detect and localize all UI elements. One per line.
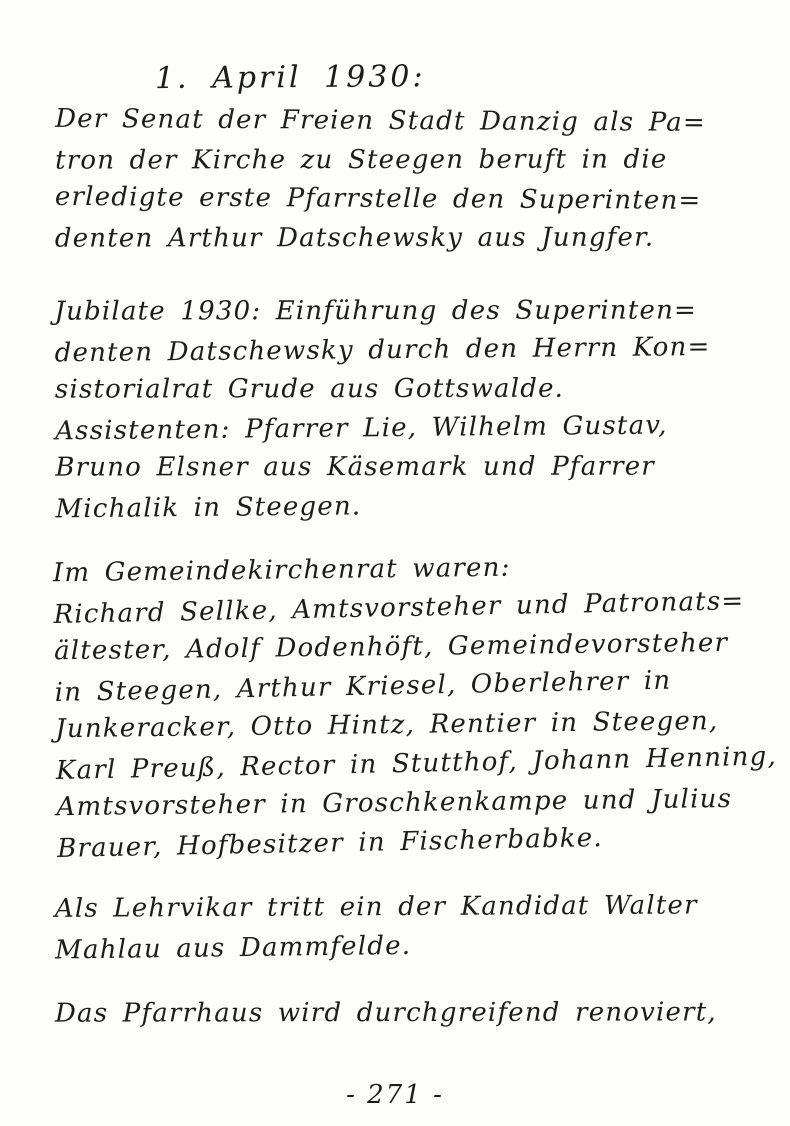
date-heading: 1. April 1930: <box>154 59 426 97</box>
paragraph-lehrvikar <box>55 885 751 969</box>
text-line: Michalik in Steegen. <box>55 491 362 525</box>
text-line: tron der Kirche zu Steegen beruft in die <box>55 144 668 176</box>
text-line: Der Senat der Freien Stadt Danzig als Pa= <box>55 103 706 138</box>
paragraph-einfuehrung <box>54 290 750 528</box>
paragraph-gemeindekirchenrat <box>52 545 778 868</box>
text-line: Im Gemeindekirchenrat waren: <box>52 552 511 589</box>
paragraph-pfarrhaus <box>55 992 750 1035</box>
text-line: ältester, Adolf Dodenhöft, Gemeindevorsteher <box>53 628 729 667</box>
text-line: sistorialrat Grude aus Gottswalde. <box>54 373 565 405</box>
text-line: denten Arthur Datschewsky aus Jungfer. <box>54 222 655 254</box>
text-line: Jubilate 1930: Einführung des Superinten= <box>54 295 698 327</box>
text-line: Brauer, Hofbesitzer in Fischerbabke. <box>56 823 604 864</box>
text-line: Mahlau aus Dammfelde. <box>54 930 412 966</box>
text-line: Amtsvorsteher in Groschkenkampe und Julius <box>56 783 733 823</box>
text-line: Bruno Elsner aus Käsemark und Pfarrer <box>55 451 655 483</box>
text-line: in Steegen, Arthur Kriesel, Oberlehrer in <box>54 665 672 708</box>
page-number: - 271 - <box>346 1080 444 1110</box>
text-line: denten Datschewsky durch den Herrn Kon= <box>54 332 711 369</box>
paragraph-senat-berufung <box>55 101 750 259</box>
text-line: Richard Sellke, Amtsvorsteher und Patronats= <box>53 586 745 630</box>
text-line: Assistenten: Pfarrer Lie, Wilhelm Gustav, <box>54 410 668 447</box>
text-line: Das Pfarrhaus wird durchgreifend renoviert, <box>54 997 717 1029</box>
text-line: Karl Preuß, Rector in Stutthof, Johann Henning, <box>55 741 778 786</box>
text-line: Als Lehrvikar tritt ein der Kandidat Walter <box>54 890 698 924</box>
text-line: erledigte erste Pfarrstelle den Superinten= <box>54 181 702 216</box>
text-line: Junkeracker, Otto Hintz, Rentier in Steegen, <box>55 706 719 745</box>
